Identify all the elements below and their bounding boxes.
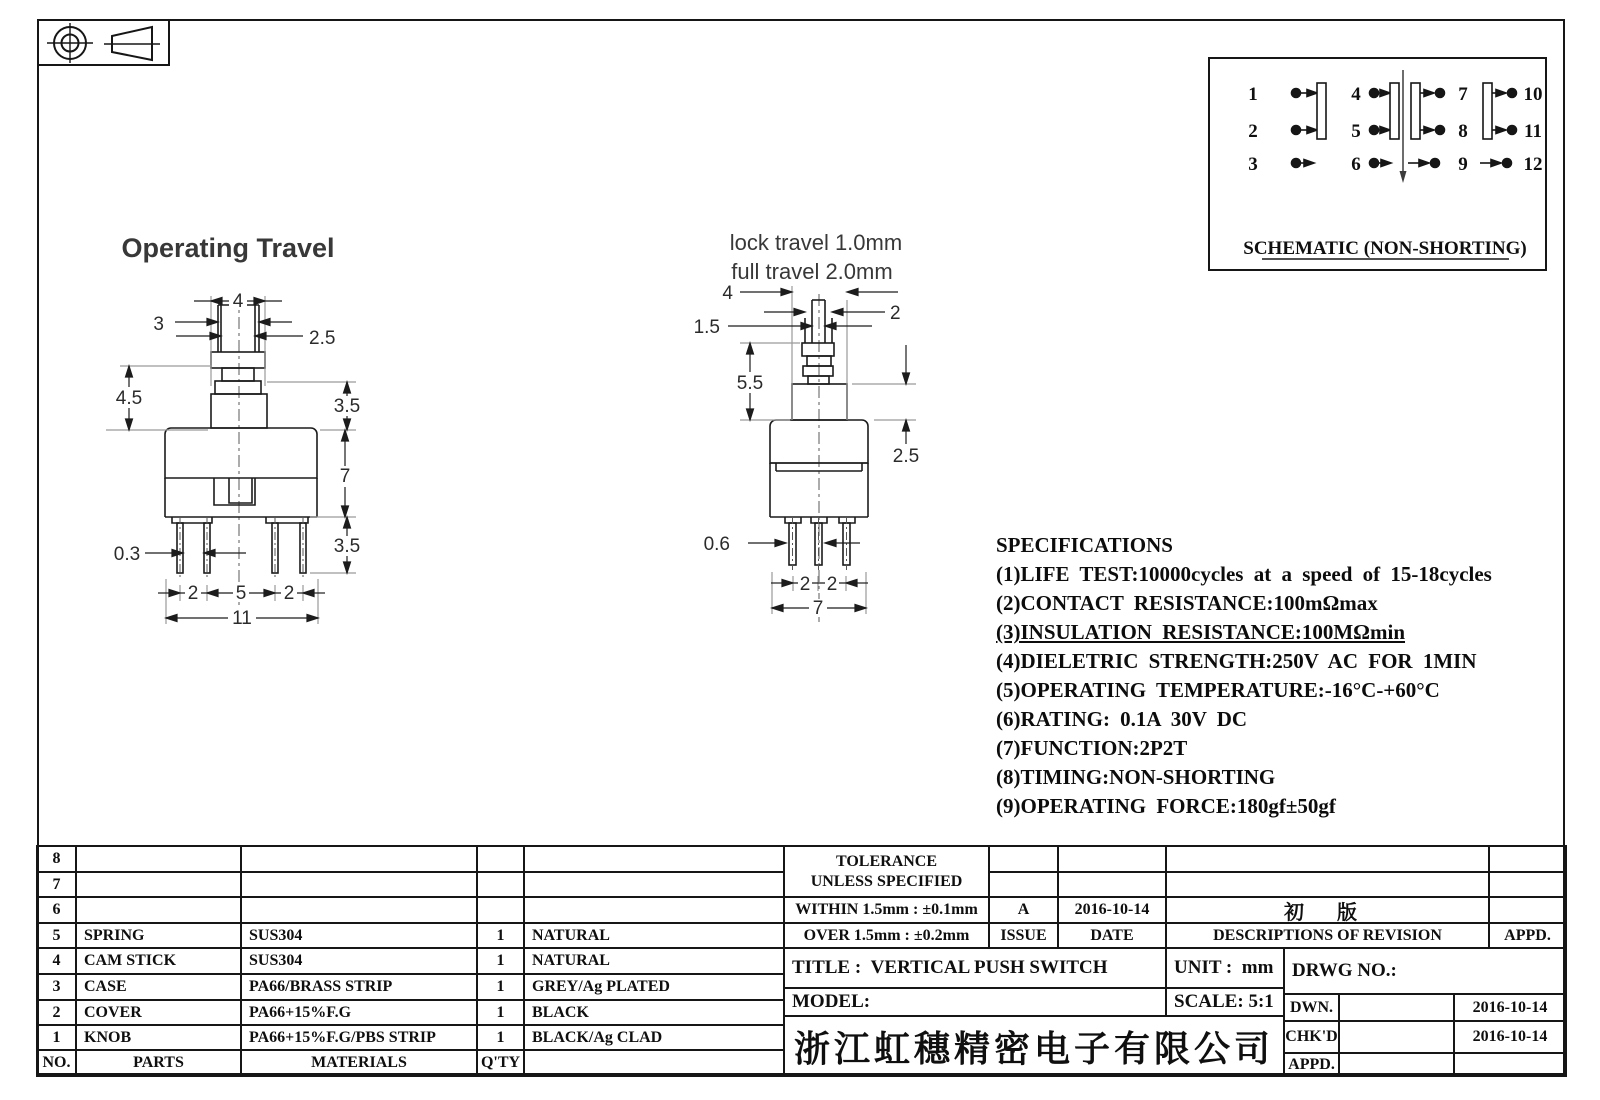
appd-row-label: APPD.: [1283, 1052, 1340, 1077]
spec-item: (6)RATING: 0.1A 30V DC: [996, 707, 1248, 731]
parts-no-cell: 6: [36, 896, 77, 924]
qty-cell: [476, 896, 525, 924]
dim-label: 1.5: [693, 317, 720, 338]
color-cell: [523, 845, 785, 873]
dwn-label: DWN.: [1283, 993, 1340, 1022]
color-cell: NATURAL: [523, 922, 785, 949]
parts-header-qty: Q'TY: [476, 1049, 525, 1077]
dim-label: 2: [283, 583, 295, 604]
unit-label: UNIT :: [1174, 957, 1233, 978]
datum-circle-icon: [47, 23, 93, 63]
lock-travel-label: lock travel 1.0mm: [729, 230, 903, 255]
pin-label: 12: [1523, 154, 1543, 175]
materials-cell: PA66+15%F.G: [240, 999, 478, 1026]
pin-label: 9: [1458, 154, 1468, 175]
dim-label: 3.5: [333, 396, 361, 417]
specifications-title: SPECIFICATIONS: [996, 533, 1173, 557]
tolerance-within: WITHIN 1.5mm : ±0.1mm: [783, 896, 990, 924]
materials-cell: [240, 896, 478, 924]
parts-no-cell: 4: [36, 947, 77, 975]
pin-label: 5: [1351, 121, 1361, 142]
blank-cell: [1488, 845, 1567, 873]
pin-label: 4: [1351, 84, 1361, 105]
dim-label: 2.5: [892, 446, 920, 467]
parts-header-no: NO.: [36, 1049, 77, 1077]
parts-no-cell: 7: [36, 871, 77, 898]
parts-header-parts: PARTS: [75, 1049, 242, 1077]
color-cell: BLACK/Ag CLAD: [523, 1024, 785, 1051]
spec-item: (5)OPERATING TEMPERATURE:-16°C-+60°C: [996, 678, 1440, 702]
color-cell: [523, 871, 785, 898]
blank-cell: [988, 845, 1059, 873]
parts-cell: KNOB: [75, 1024, 242, 1051]
title-cell: [783, 947, 1167, 989]
parts-header-materials: MATERIALS: [240, 1049, 478, 1077]
first-angle-cone-icon: [104, 27, 160, 60]
pin-label: 6: [1351, 154, 1361, 175]
materials-cell: [240, 871, 478, 898]
materials-cell: [240, 845, 478, 873]
revision-label: DESCRIPTIONS OF REVISION: [1165, 922, 1490, 949]
parts-no-cell: 2: [36, 999, 77, 1026]
blank-cell: [1057, 845, 1167, 873]
materials-cell: PA66/BRASS STRIP: [240, 973, 478, 1001]
qty-cell: 1: [476, 922, 525, 949]
dim-label: 2: [890, 303, 901, 324]
dim-label: 0.3: [113, 544, 141, 565]
parts-no-cell: 8: [36, 845, 77, 873]
chkd-name-cell: [1338, 1020, 1455, 1054]
qty-cell: 1: [476, 1024, 525, 1051]
spec-item: (1)LIFE TEST:10000cycles at a speed of 15-18cycles: [996, 562, 1492, 586]
materials-cell: PA66+15%F.G/PBS STRIP: [240, 1024, 478, 1051]
issue-label: ISSUE: [988, 922, 1059, 949]
blank-cell: [1165, 871, 1490, 898]
parts-cell: [75, 871, 242, 898]
pin-label: 2: [1248, 121, 1258, 142]
tolerance-title: TOLERANCE: [835, 852, 938, 870]
dim-label: 5: [235, 583, 247, 604]
dim-label: 2: [799, 574, 811, 595]
title-value: VERTICAL PUSH SWITCH: [870, 957, 1108, 978]
unit-value: mm: [1241, 957, 1274, 978]
appd-date-cell: [1453, 1052, 1567, 1077]
dim-label: 4: [232, 291, 244, 312]
projection-symbol-box: [37, 19, 171, 67]
dim-label: 3.5: [333, 536, 361, 557]
materials-cell: SUS304: [240, 947, 478, 975]
schematic-title: SCHEMATIC (NON-SHORTING): [1243, 238, 1527, 259]
qty-cell: 1: [476, 947, 525, 975]
pin-label: 8: [1458, 121, 1468, 142]
qty-cell: 1: [476, 999, 525, 1026]
dim-label: 2: [826, 574, 838, 595]
tolerance-subtitle: UNLESS SPECIFIED: [810, 872, 963, 890]
scale-label: SCALE:: [1174, 991, 1244, 1012]
dim-label: 7: [812, 598, 824, 619]
blank-cell: [1488, 871, 1567, 898]
full-travel-label: full travel 2.0mm: [731, 259, 893, 284]
color-cell: BLACK: [523, 999, 785, 1026]
color-cell: [523, 896, 785, 924]
chkd-date: 2016-10-14: [1453, 1020, 1567, 1054]
company-name: 浙江虹穗精密电子有限公司: [783, 1015, 1285, 1077]
pin-label: 1: [1248, 84, 1258, 105]
scale-cell: [1165, 987, 1285, 1017]
left-view-title: Operating Travel: [121, 233, 335, 263]
spec-item: (4)DIELETRIC STRENGTH:250V AC FOR 1MIN: [996, 649, 1477, 673]
title-label: TITLE :: [792, 957, 862, 978]
parts-no-cell: 3: [36, 973, 77, 1001]
dim-label: 4.5: [115, 388, 143, 409]
blank-cell: [1165, 845, 1490, 873]
spec-item: (7)FUNCTION:2P2T: [996, 736, 1188, 760]
color-cell: GREY/Ag PLATED: [523, 973, 785, 1001]
pin-label: 11: [1524, 121, 1542, 142]
dim-label: 2.5: [309, 328, 336, 349]
specifications-block: [996, 531, 1576, 821]
pin-label: 3: [1248, 154, 1258, 175]
revision-description: 初 版: [1165, 896, 1490, 924]
blank-cell: [1488, 896, 1567, 924]
date-label: DATE: [1057, 922, 1167, 949]
qty-cell: [476, 871, 525, 898]
parts-cell: CASE: [75, 973, 242, 1001]
tolerance-cell: [783, 845, 990, 898]
parts-no-cell: 1: [36, 1024, 77, 1051]
dim-label: 3: [153, 314, 164, 335]
dim-label: 2: [187, 583, 199, 604]
parts-no-cell: 5: [36, 922, 77, 949]
schematic-diagram: [1208, 57, 1548, 272]
color-cell: NATURAL: [523, 947, 785, 975]
dim-label: 0.6: [703, 534, 730, 555]
blank-cell: [988, 871, 1059, 898]
issue-value: A: [988, 896, 1059, 924]
spec-item: (8)TIMING:NON-SHORTING: [996, 765, 1276, 789]
parts-cell: COVER: [75, 999, 242, 1026]
dim-label: 4: [722, 283, 733, 304]
qty-cell: [476, 845, 525, 873]
dim-label: 11: [232, 608, 252, 629]
scale-value: 5:1: [1248, 991, 1274, 1012]
drwg-no-cell: DRWG NO.:: [1283, 947, 1567, 995]
parts-header-color: [523, 1049, 785, 1077]
parts-cell: [75, 845, 242, 873]
spec-item: (3)INSULATION RESISTANCE:100MΩmin: [996, 620, 1406, 644]
parts-cell: [75, 896, 242, 924]
unit-cell: [1165, 947, 1285, 989]
middle-view: [640, 225, 940, 625]
blank-cell: [1057, 871, 1167, 898]
appd-name-cell: [1338, 1052, 1455, 1077]
dwn-date: 2016-10-14: [1453, 993, 1567, 1022]
spec-item: (9)OPERATING FORCE:180gf±50gf: [996, 794, 1336, 818]
dim-label: 7: [339, 466, 351, 487]
materials-cell: SUS304: [240, 922, 478, 949]
qty-cell: 1: [476, 973, 525, 1001]
appd-column-label: APPD.: [1488, 922, 1567, 949]
pin-label: 7: [1458, 84, 1468, 105]
parts-cell: CAM STICK: [75, 947, 242, 975]
spec-item: (2)CONTACT RESISTANCE:100mΩmax: [996, 591, 1378, 615]
dim-label: 5.5: [736, 373, 764, 394]
left-view: [90, 228, 375, 632]
pin-label: 10: [1523, 84, 1543, 105]
dwn-name-cell: [1338, 993, 1455, 1022]
tolerance-over: OVER 1.5mm : ±0.2mm: [783, 922, 990, 949]
model-cell: MODEL:: [783, 987, 1167, 1017]
chkd-label: CHK'D: [1283, 1020, 1340, 1054]
date-value: 2016-10-14: [1057, 896, 1167, 924]
parts-cell: SPRING: [75, 922, 242, 949]
